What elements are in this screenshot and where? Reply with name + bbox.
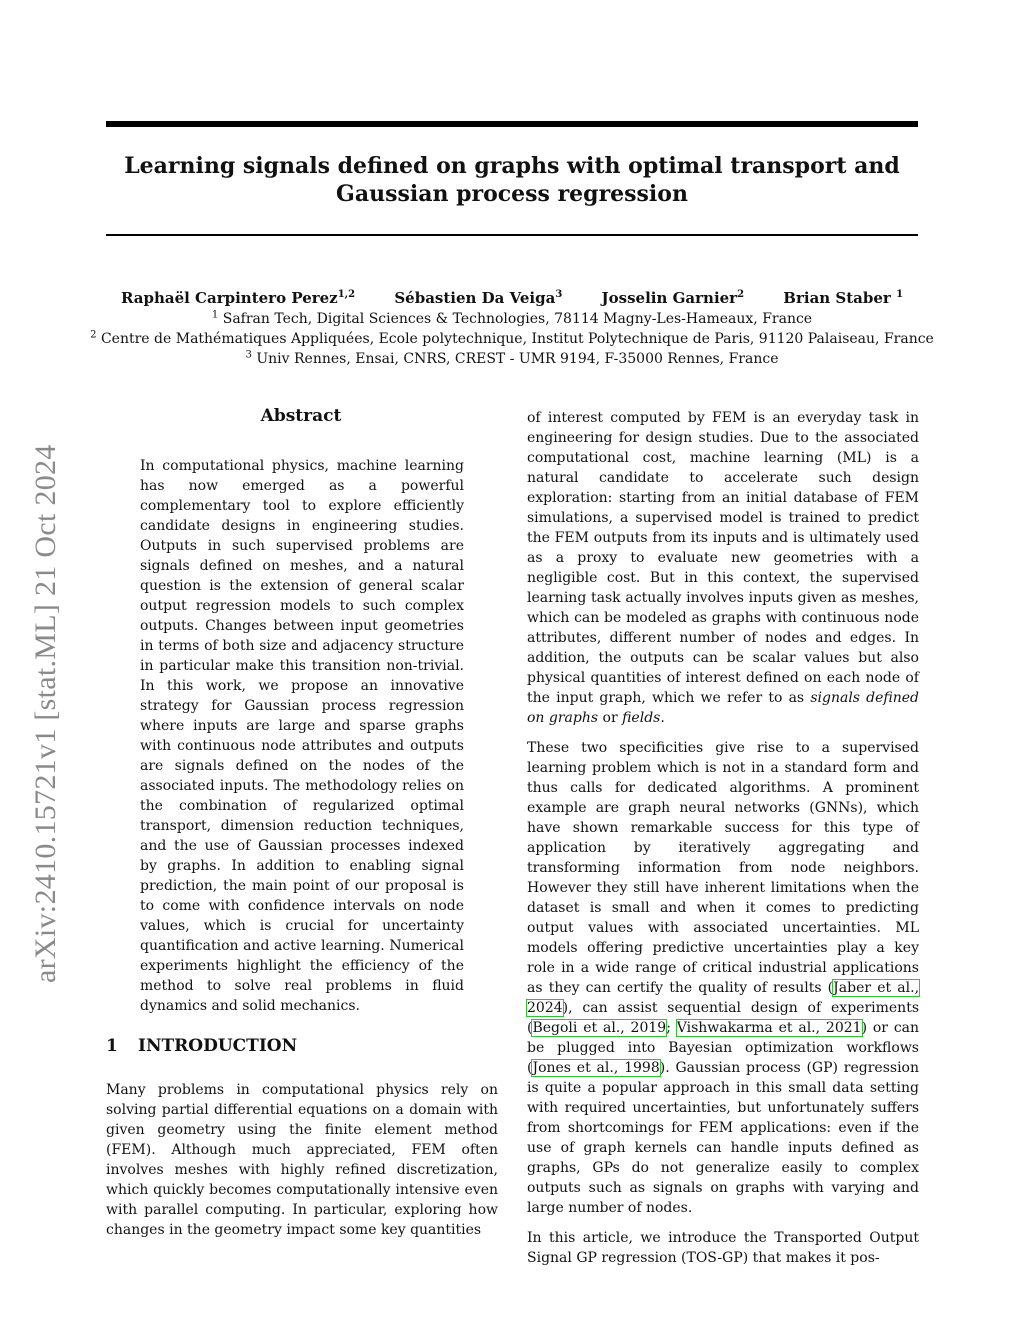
right-column bbox=[527, 408, 919, 1278]
abstract-text: In computational physics, machine learning has now emerged as a powerful complementary tool to explore efficiently candidate designs in engineering studies. Outputs in such supervised problems are signals defined on meshes, and a natural question is the extension of general scalar output regression models to such complex outputs. Changes between input geometries in terms of both size and adjacency structure in particular make this transition non-trivial. In this work, we propose an innovative strategy for Gaussian process regression where inputs are large and sparse graphs with continuous node attributes and outputs are signals defined on the nodes of the associated inputs. The methodology relies on the combination of regularized optimal transport, dimension reduction techniques, and the use of Gaussian processes indexed by graphs. In addition to enabling signal prediction, the main point of our proposal is to come with confidence intervals on node values, which is crucial for uncertainty quantification and active learning. Numerical experiments highlight the efficiency of the method to solve real problems in fluid dynamics and solid mechanics. bbox=[140, 458, 464, 1014]
top-rule bbox=[106, 121, 918, 127]
citation-link[interactable]: Begoli et al., 2019 bbox=[532, 1020, 667, 1036]
author: Josselin Garnier$^2$ bbox=[601, 289, 745, 307]
citation-link[interactable]: Jones et al., 1998 bbox=[532, 1060, 660, 1076]
author: Brian Staber $^1$ bbox=[783, 289, 904, 307]
section-heading: 1 INTRODUCTION bbox=[106, 1036, 298, 1056]
paragraph: of interest computed by FEM is an everyday task in engineering for design studies. Due to the associated computational cost, machine learning (ML) is a natural candidate to accelerate such design exploration: starting from an initial database of FEM simulations, a supervised model is trained to predict the FEM outputs from its inputs and is ultimately used as a proxy to evaluate new geometries with a negligible cost. But in this context, the supervised learning task actually involves inputs given as meshes, which can be modeled as graphs with continuous node attributes, different number of nodes and edges. In addition, the outputs can be scalar values but also physical quantities of interest defined on each node of the input graph, which we refer to as signals defined on graphs or fields. bbox=[527, 410, 920, 726]
author-list bbox=[60, 288, 964, 308]
affiliation: $^2$ Centre de Mathématiques Appliquées, Ecole polytechnique, Institut Polytechnique de Paris, 91120 Palaiseau, France bbox=[90, 329, 934, 347]
author: Raphaël Carpintero Perez$^{1,2}$ bbox=[120, 289, 356, 307]
arxiv-identifier[interactable]: arXiv:2410.15721v1 [stat.ML] 21 Oct 2024 bbox=[29, 444, 62, 983]
citation-link[interactable]: Vishwakarma et al., 2021 bbox=[676, 1020, 862, 1036]
affiliation: $^3$ Univ Rennes, Ensai, CNRS, CREST - UMR 9194, F-35000 Rennes, France bbox=[245, 349, 779, 367]
paragraph: These two specificities give rise to a supervised learning problem which is not in a standard form and thus calls for dedicated algorithms. A prominent example are graph neural networks (GNNs), which have shown remarkable success for this type of application by iteratively aggregating and transforming information from node neighbors. However they still have inherent limitations when the dataset is small and when it comes to predicting output values with associated uncertainties. ML models offering predictive uncertainties play a key role in a wide range of critical industrial applications as they can certify the quality of results (Jaber et al., 2024), can assist sequential design of experiments (Begoli et al., 2019; Vishwakarma et al., 2021) or can be plugged into Bayesian optimization workflows (Jones et al., 1998). Gaussian process (GP) regression is quite a popular approach in this small data setting with required uncertainties, but unfortunately suffers from shortcomings for FEM applications: even if the use of graph kernels can handle inputs defined as graphs, GPs do not generalize easily to complex outputs such as signals on graphs with varying and large number of nodes. bbox=[527, 740, 920, 1216]
author: Sébastien Da Veiga$^3$ bbox=[394, 289, 563, 307]
citation-link[interactable]: Jaber et al., 2024 bbox=[527, 980, 920, 1016]
title-rule bbox=[106, 234, 918, 236]
abstract-heading: Abstract bbox=[260, 406, 342, 426]
paper-title: Learning signals defined on graphs with optimal transport and Gaussian process regression bbox=[124, 153, 900, 207]
paragraph: In this article, we introduce the Transported Output Signal GP regression (TOS-GP) that makes it pos- bbox=[527, 1230, 919, 1266]
affiliation: $^1$ Safran Tech, Digital Sciences & Technologies, 78114 Magny-Les-Hameaux, France bbox=[211, 309, 813, 327]
intro-paragraph: Many problems in computational physics rely on solving partial differential equations on a domain with given geometry using the finite element method (FEM). Although much appreciated, FEM often involves meshes with highly refined discretization, which quickly becomes computationally intensive even with parallel computing. In particular, exploring how changes in the geometry impact some key quantities bbox=[106, 1082, 498, 1238]
